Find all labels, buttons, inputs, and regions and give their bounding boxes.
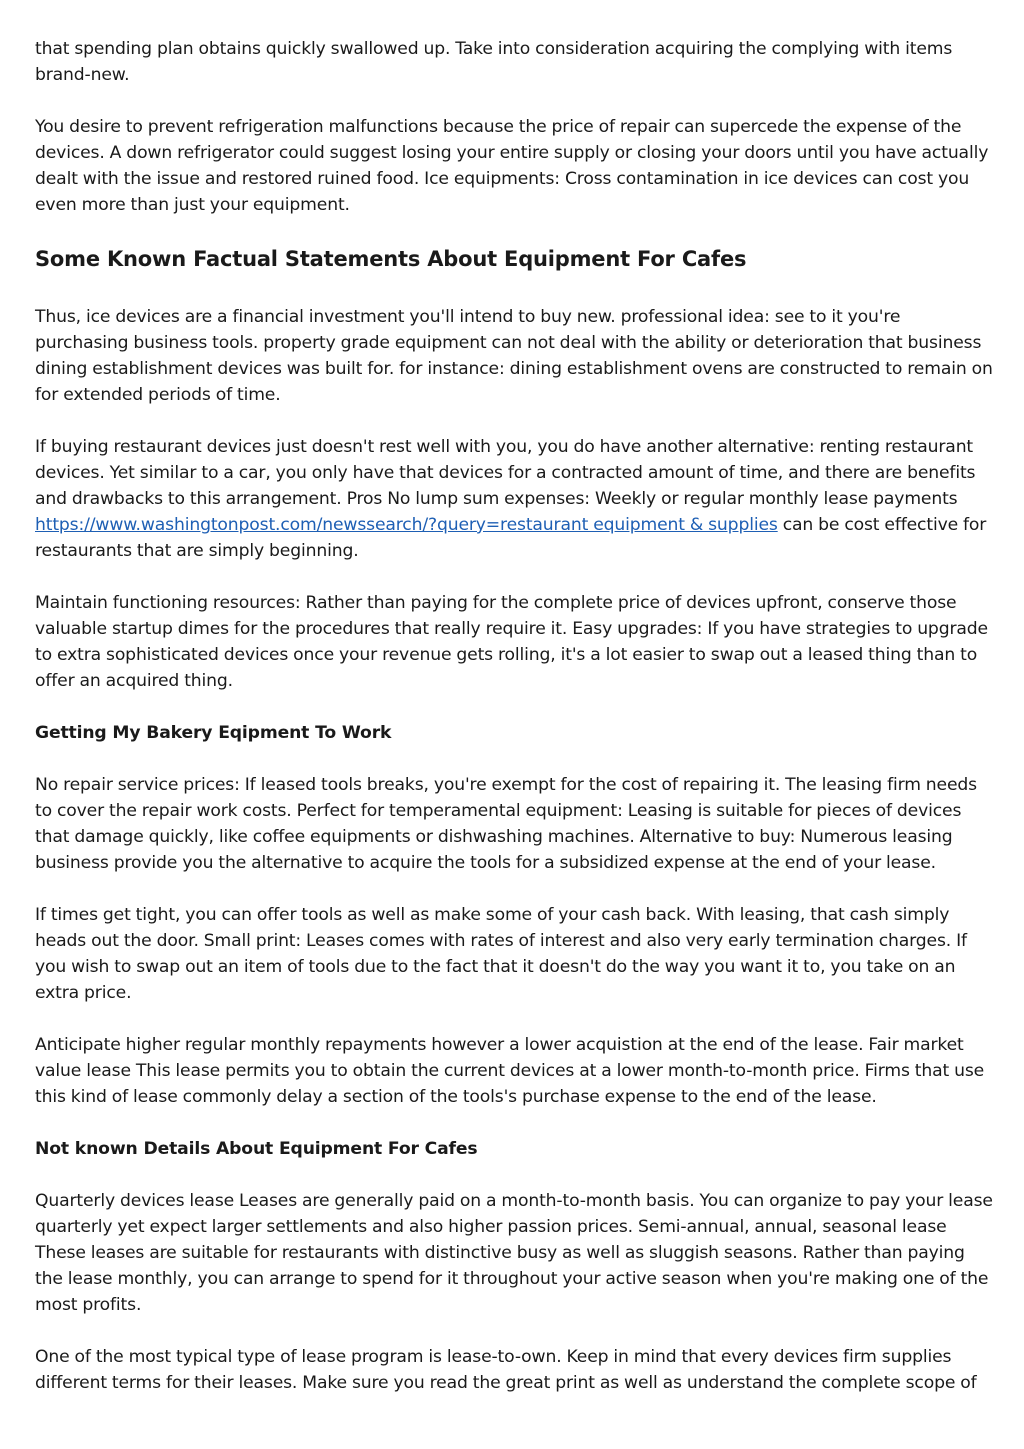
- paragraph-renting: [35, 434, 993, 564]
- paragraph-repair-prices: No repair service prices: If leased tools breaks, you're exempt for the cost of repairing it. The leasing firm needs to cover the repair work costs. Perfect for temperamental equipment: Leasing is suitable for pieces of devices that damage quickly, like coffee equipments or dishwashing machines. Alternative to buy: Numerous leasing business provide you the alternative to acquire the tools for a subsidized expense at the end of your lease.: [35, 775, 977, 873]
- paragraph-intro: that spending plan obtains quickly swallowed up. Take into consideration acquiring the complying with items brand-new.: [35, 39, 953, 85]
- document-page: [35, 36, 993, 1422]
- washingtonpost-search-link[interactable]: https://www.washingtonpost.com/newssearch/?query=restaurant equipment & supplies: [35, 515, 778, 535]
- paragraph-functioning-resources: Maintain functioning resources: Rather than paying for the complete price of devices upfront, conserve those valuable startup dimes for the procedures that really require it. Easy upgrades: If you have strategies to upgrade to extra sophisticated devices once your revenue gets rolling, it's a lot easier to swap out a leased thing than to offer an acquired thing.: [35, 593, 988, 691]
- paragraph-lease-to-own: One of the most typical type of lease program is lease-to-own. Keep in mind that every devices firm supplies different terms for their leases. Make sure you read the great print as well as understand the complete scope of: [35, 1347, 977, 1393]
- renting-text-before-link: If buying restaurant devices just doesn't rest well with you, you do have another alternative: renting restaurant devices. Yet similar to a car, you only have that devices for a contracted amount of time, and there are benefits and drawbacks to this arrangement. Pros No lump sum expenses: Weekly or regular monthly lease payments: [35, 437, 976, 509]
- subheading-cafe-equipment: Not known Details About Equipment For Cafes: [35, 1139, 478, 1159]
- subheading-bakery-equipment: Getting My Bakery Eqipment To Work: [35, 723, 392, 743]
- paragraph-fair-market-value: Anticipate higher regular monthly repayments however a lower acquistion at the end of the lease. Fair market value lease This lease permits you to obtain the current devices at a lower month-to-month price. Firms that use this kind of lease commonly delay a section of the tools's purchase expense to the end of the lease.: [35, 1035, 985, 1107]
- paragraph-refrigeration: You desire to prevent refrigeration malfunctions because the price of repair can supercede the expense of the devices. A down refrigerator could suggest losing your entire supply or closing your doors until you have actually dealt with the issue and restored ruined food. Ice equipments: Cross contamination in ice devices can cost you even more than just your equipment.: [35, 117, 989, 215]
- renting-text-after-link: can be cost effective for restaurants that are simply beginning.: [35, 515, 987, 561]
- section-heading-factual-statements: Some Known Factual Statements About Equipment For Cafes: [35, 247, 747, 271]
- paragraph-ice-devices: Thus, ice devices are a financial investment you'll intend to buy new. professional idea: see to it you're purchasing business tools. property grade equipment can not deal with the ability or deterioration that business dining establishment devices was built for. for instance: dining establishment ovens are constructed to remain on for extended periods of time.: [35, 307, 993, 405]
- paragraph-quarterly-lease: Quarterly devices lease Leases are generally paid on a month-to-month basis. You can organize to pay your lease quarterly yet expect larger settlements and also higher passion prices. Semi-annual, annual, seasonal lease These leases are suitable for restaurants with distinctive busy as well as sluggish seasons. Rather than paying the lease monthly, you can arrange to spend for it throughout your active season when you're making one of the most profits.: [35, 1191, 993, 1315]
- paragraph-tight-times: If times get tight, you can offer tools as well as make some of your cash back. With leasing, that cash simply heads out the door. Small print: Leases comes with rates of interest and also very early termination charges. If you wish to swap out an item of tools due to the fact that it doesn't do the way you want it to, you take on an extra price.: [35, 905, 967, 1003]
